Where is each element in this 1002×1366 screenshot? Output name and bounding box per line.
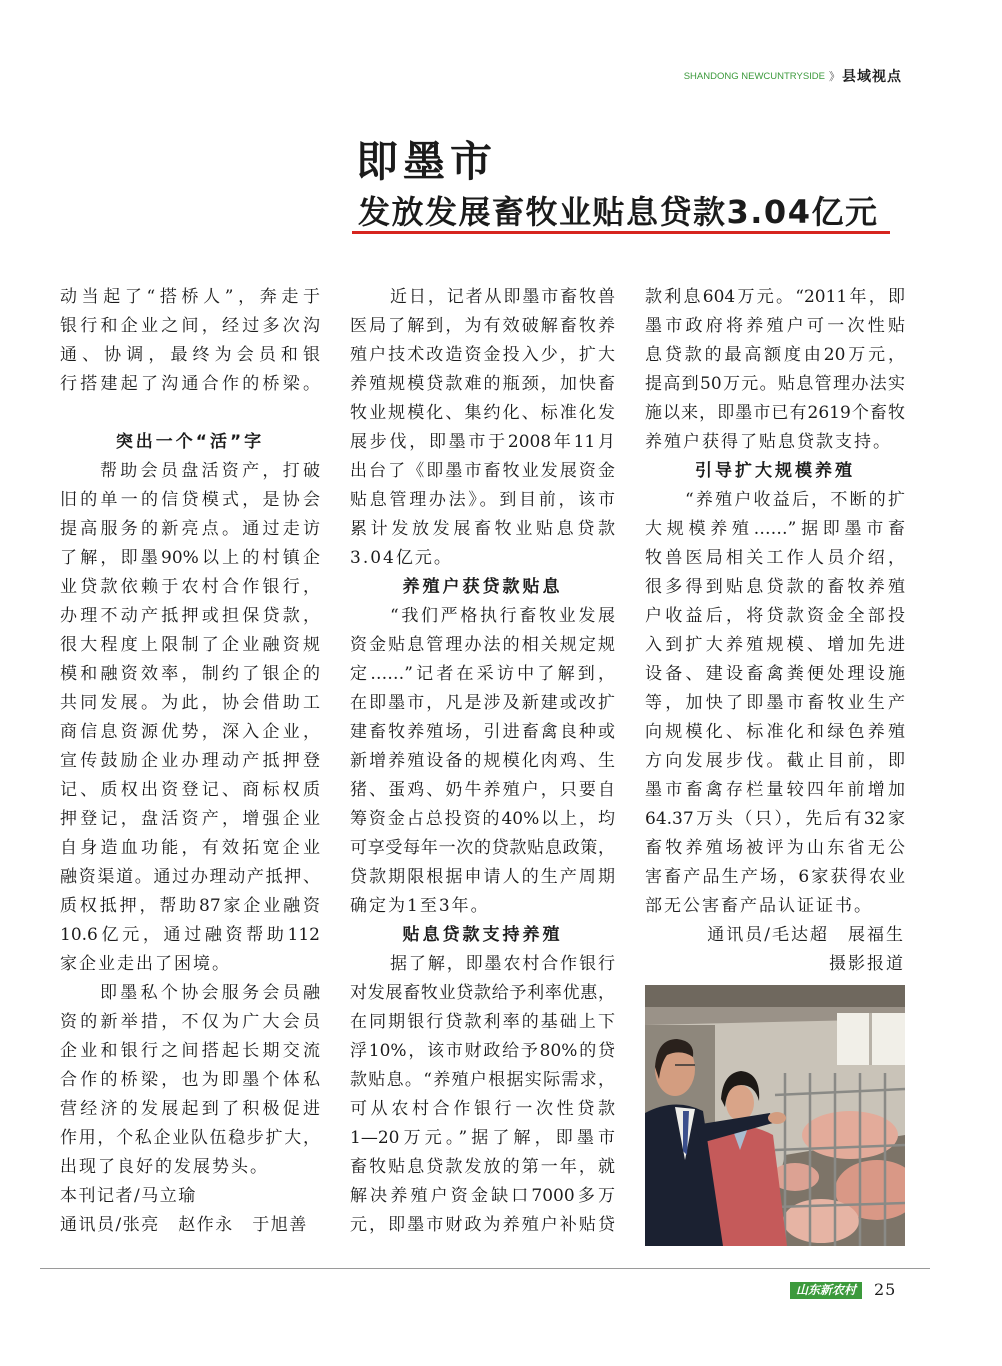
text-line: 款贴息。“养殖户根据实际需求， (350, 1070, 615, 1090)
text-line: 家企业走出了困境。 (60, 954, 231, 974)
text-line: 营经济的发展起到了积极促进 (60, 1099, 320, 1119)
text-line: 确定为1至3年。 (350, 896, 490, 916)
text-line: 在即墨市，凡是涉及新建或改扩 (350, 693, 615, 713)
byline: 通讯员/张亮 赵作永 于旭善 (60, 1215, 308, 1235)
text-line: 墨市畜禽存栏量较四年前增加 (645, 780, 905, 800)
text-line: 可享受每年一次的贷款贴息政策， (350, 838, 615, 858)
text-line: 殖户技术改造资金投入少，扩大 (350, 345, 615, 365)
text-line: 款利息604万元。“2011年，即 (645, 287, 905, 307)
section-heading: 突出一个“活”字 (115, 432, 265, 452)
text-line: 贴息管理办法》。到目前，该市 (350, 490, 615, 510)
text-line: 等，加快了即墨市畜牧业生产 (645, 693, 905, 713)
text-line: 资金贴息管理办法的相关规定规 (350, 635, 615, 655)
text-line: 很大程度上限制了企业融资规 (60, 635, 320, 655)
text-line: 入到扩大养殖规模、增加先进 (645, 635, 905, 655)
text-line: 资的新举措，不仅为广大会员 (60, 1012, 320, 1032)
text-line: 很多得到贴息贷款的畜牧养殖 (645, 577, 905, 597)
text-line: “我们严格执行畜牧业发展 (390, 606, 615, 626)
text-line: 出台了《即墨市畜牧业发展资金 (350, 461, 615, 481)
text-line: 贷款期限根据申请人的生产周期 (350, 867, 615, 887)
text-line: 业贷款依赖于农村合作银行， (60, 577, 320, 597)
text-line: 模和融资效率，制约了银企的 (60, 664, 320, 684)
text-line: 畜牧养殖场被评为山东省无公 (645, 838, 905, 858)
text-line: 牧业规模化、集约化、标准化发 (350, 403, 615, 423)
text-line: 1—20万元。”据了解，即墨市 (350, 1128, 615, 1148)
article-subtitle: 发放发展畜牧业贴息贷款3.04亿元 (358, 193, 879, 231)
text-line: 在同期银行贷款利率的基础上下 (350, 1012, 615, 1032)
text-line: 质权抵押，帮助87家企业融资 (60, 896, 320, 916)
text-line: 通、协调，最终为会员和银 (60, 345, 320, 365)
text-line: 记、质权出资登记、商标权质 (60, 780, 320, 800)
text-line: 牧兽医局相关工作人员介绍， (645, 548, 905, 568)
text-line: 近日，记者从即墨市畜牧兽 (390, 287, 615, 307)
column-1 (60, 283, 320, 1240)
text-line: 息贷款的最高额度由20万元， (645, 345, 905, 365)
byline: 本刊记者/马立瑜 (60, 1186, 197, 1206)
text-line: 大规模养殖……”据即墨市畜 (645, 519, 905, 539)
text-line: 据了解，即墨农村合作银行 (390, 954, 615, 974)
text-line: 共同发展。为此，协会借助工 (60, 693, 320, 713)
text-line: 养殖规模贷款难的瓶颈，加快畜 (350, 374, 615, 394)
text-line: 帮助会员盘活资产，打破 (100, 461, 320, 481)
text-line: 即墨私个协会服务会员融 (100, 983, 320, 1003)
section-heading: 引导扩大规模养殖 (695, 461, 855, 481)
text-line: 施以来，即墨市已有2619个畜牧 (645, 403, 905, 423)
text-line: 宣传鼓励企业办理动产抵押登 (60, 751, 320, 771)
column-2 (350, 283, 615, 1240)
text-line: 合作的桥梁，也为即墨个体私 (60, 1070, 320, 1090)
text-line: 商信息资源优势，深入企业， (60, 722, 320, 742)
text-line: 医局了解到，为有效破解畜牧养 (350, 316, 615, 336)
text-line: 建畜牧养殖场，引进畜禽良种或 (350, 722, 615, 742)
text-line: 畜牧贴息贷款发放的第一年，就 (350, 1157, 615, 1177)
text-line: 动当起了“搭桥人”，奔走于 (60, 287, 320, 307)
text-line: 旧的单一的信贷模式，是协会 (60, 490, 320, 510)
article-title: 即墨市 (356, 137, 498, 186)
section-name: 县域视点 (842, 69, 902, 85)
text-line: 户收益后，将贷款资金全部投 (645, 606, 905, 626)
title-underline (352, 231, 890, 234)
text-line: 元，即墨市财政为养殖户补贴贷 (350, 1215, 615, 1235)
text-line: 方向发展步伐。截止目前，即 (645, 751, 905, 771)
text-line: 出现了良好的发展势头。 (60, 1157, 269, 1177)
text-line: 设备、建设畜禽粪便处理设施 (645, 664, 905, 684)
footer-rule (40, 1268, 930, 1269)
text-line: 解决养殖户资金缺口7000多万 (350, 1186, 615, 1206)
text-line: 行搭建起了沟通合作的桥梁。 (60, 374, 320, 394)
byline: 摄影报道 (829, 954, 905, 974)
text-line: 墨市政府将养殖户可一次性贴 (645, 316, 905, 336)
text-line: 向规模化、标准化和绿色养殖 (645, 722, 905, 742)
running-header (684, 66, 902, 86)
article-photo (645, 985, 905, 1246)
text-line: 64.37万头（只），先后有32家 (645, 809, 905, 829)
text-line: 10.6亿元，通过融资帮助112 (60, 925, 320, 945)
text-line: 自身造血功能，有效拓宽企业 (60, 838, 320, 858)
section-heading: 养殖户获贷款贴息 (402, 577, 563, 597)
page-number: 25 (874, 1280, 897, 1299)
text-line: 展步伐，即墨市于2008年11月 (350, 432, 615, 452)
text-line: 新增养殖设备的规模化肉鸡、生 (350, 751, 615, 771)
text-line: 累计发放发展畜牧业贴息贷款 (350, 519, 615, 539)
text-line: 筹资金占总投资的40%以上，均 (350, 809, 615, 829)
text-line: 了解，即墨90%以上的村镇企 (60, 548, 320, 568)
magazine-logo: 山东新农村 (790, 1282, 862, 1299)
section-heading: 贴息贷款支持养殖 (402, 925, 563, 945)
text-line: 养殖户获得了贴息贷款支持。 (645, 432, 892, 452)
text-line: 办理不动产抵押或担保贷款， (60, 606, 320, 626)
text-line: 作用，个私企业队伍稳步扩大， (60, 1128, 320, 1148)
text-line: “养殖户收益后，不断的扩 (685, 490, 905, 510)
text-line: 部无公害畜产品认证证书。 (645, 896, 873, 916)
text-line: 企业和银行之间搭起长期交流 (60, 1041, 320, 1061)
magazine-name-en: SHANDONG NEWCUNTRYSIDE (683, 70, 825, 82)
text-line: 提高服务的新亮点。通过走访 (60, 519, 320, 539)
paragraph-gap (60, 399, 320, 428)
text-line: 对发展畜牧业贷款给予利率优惠， (350, 983, 615, 1003)
text-line: 浮10%，该市财政给予80%的贷 (350, 1041, 615, 1061)
photo-window (837, 1013, 905, 1065)
column-3 (645, 283, 905, 979)
text-line: 可从农村合作银行一次性贷款 (350, 1099, 615, 1119)
text-line: 银行和企业之间，经过多次沟 (60, 316, 320, 336)
text-line: 3.04亿元。 (350, 548, 453, 568)
text-line: 押登记，盘活资产，增强企业 (60, 809, 320, 829)
text-line: 提高到50万元。贴息管理办法实 (645, 374, 905, 394)
byline: 通讯员/毛达超 展福生 (707, 925, 905, 945)
text-line: 猪、蛋鸡、奶牛养殖户，只要自 (350, 780, 615, 800)
header-separator: 》 (829, 70, 840, 83)
text-line: 定……”记者在采访中了解到， (350, 664, 615, 684)
text-line: 融资渠道。通过办理动产抵押、 (60, 867, 320, 887)
text-line: 害畜产品生产场，6家获得农业 (645, 867, 905, 887)
